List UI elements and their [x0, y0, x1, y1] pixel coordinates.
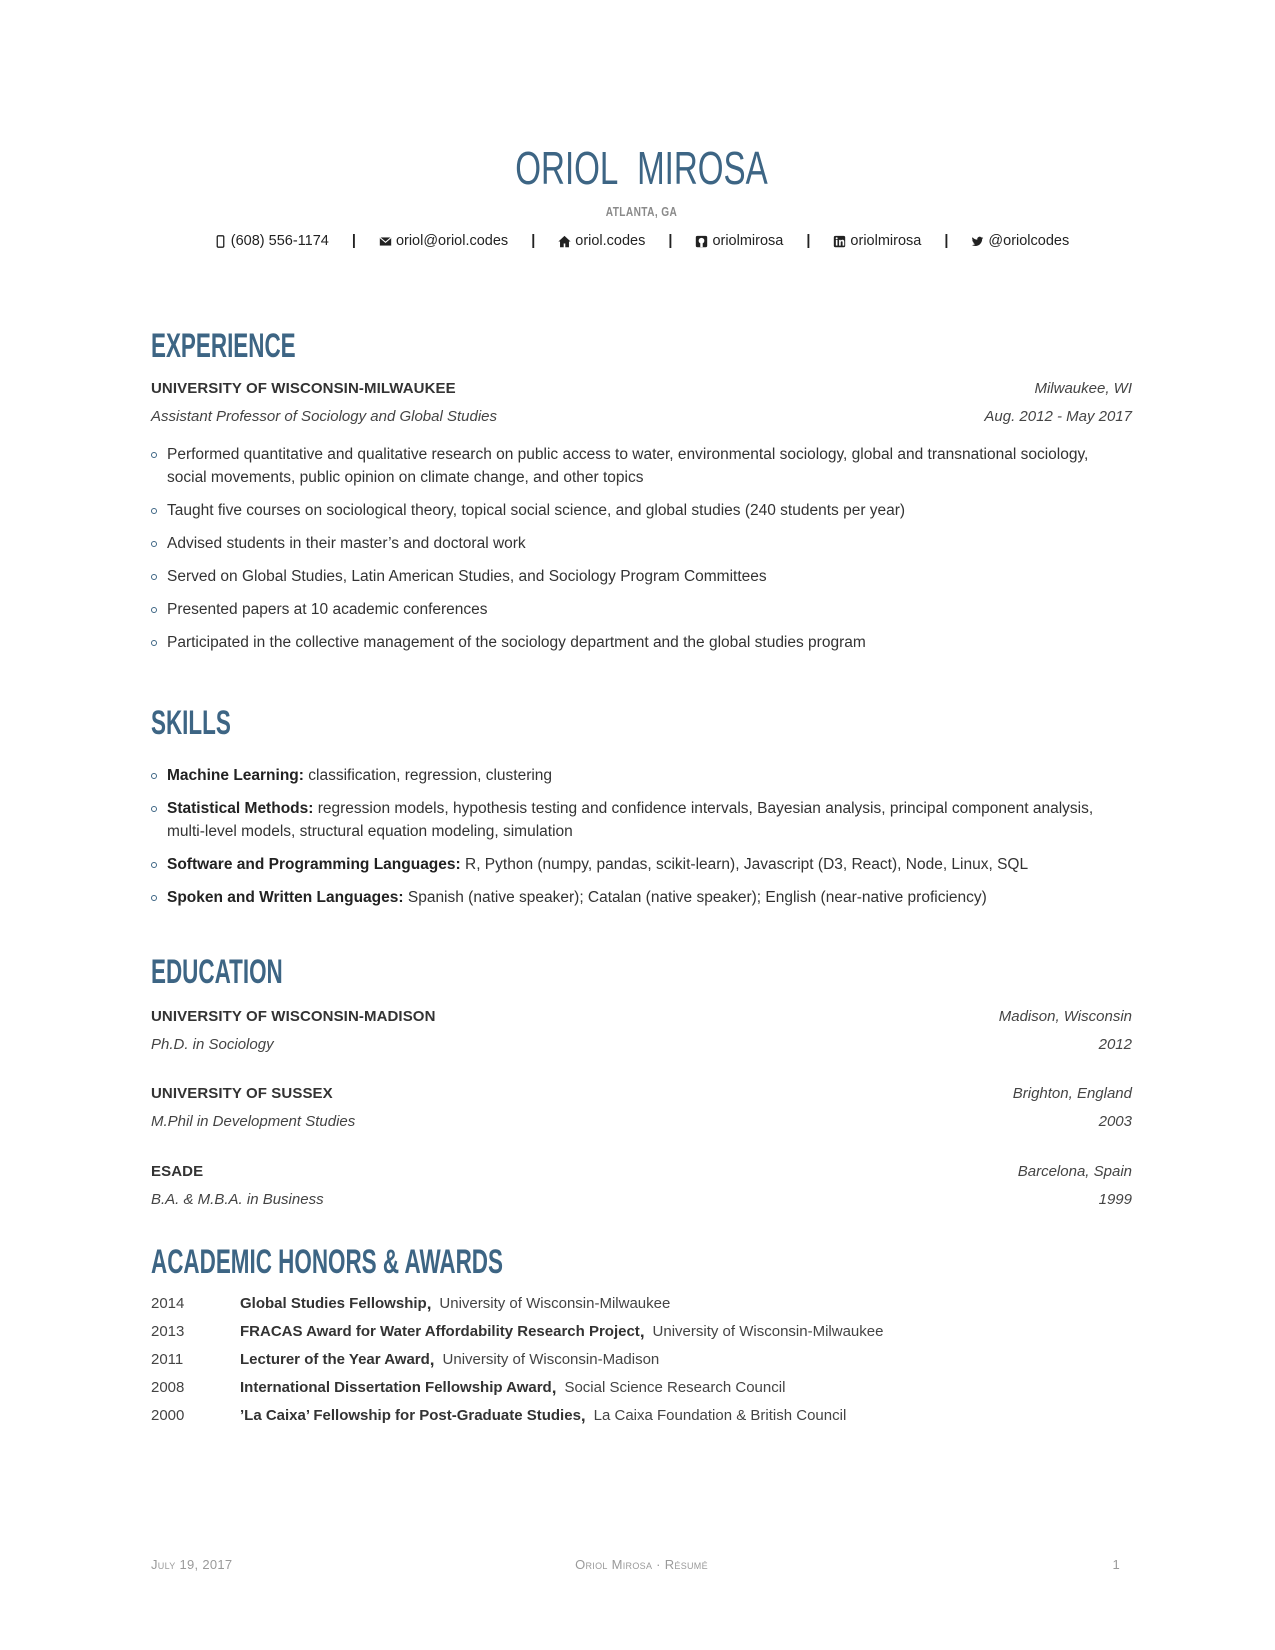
section-title-experience: EXPERIENCE — [151, 327, 296, 365]
education-location: Brighton, England — [1012, 1085, 1132, 1102]
award-org: University of Wisconsin-Madison — [442, 1351, 660, 1368]
resume-header — [151, 140, 1132, 249]
award-name: International Dissertation Fellowship Award — [240, 1379, 552, 1396]
award-comma: , — [580, 1406, 586, 1425]
resume-page — [151, 0, 1132, 1650]
education-degree-row — [151, 1190, 1132, 1210]
github-text: oriolmirosa — [712, 233, 784, 249]
phone-text: (608) 556-1174 — [230, 233, 329, 249]
award-row — [151, 1322, 1132, 1342]
skill-value: classification, regression, clustering — [308, 767, 553, 784]
separator: | — [351, 233, 356, 249]
education-degree: M.Phil in Development Studies — [151, 1113, 356, 1130]
linkedin-text: oriolmirosa — [850, 233, 922, 249]
mobile-phone-icon — [214, 235, 227, 248]
section-title-awards: ACADEMIC HONORS & AWARDS — [151, 1243, 503, 1281]
separator: | — [531, 233, 536, 249]
section-title-skills: SKILLS — [151, 704, 231, 742]
page-number: 1 — [1112, 1557, 1120, 1572]
experience-org-row — [151, 379, 1132, 399]
education-row — [151, 1007, 1132, 1027]
skill-value: Spanish (native speaker); Catalan (native speaker); English (near-native proficiency) — [407, 889, 987, 906]
award-comma: , — [639, 1322, 645, 1341]
list-item: Served on Global Studies, Latin American Studies, and Sociology Program Committees — [151, 565, 1132, 588]
award-org: Social Science Research Council — [564, 1379, 786, 1396]
skill-value: R, Python (numpy, pandas, scikit-learn), Javascript (D3, React), Node, Linux, SQL — [465, 856, 1029, 873]
skill-item — [151, 853, 1132, 876]
award-org: University of Wisconsin-Milwaukee — [439, 1295, 671, 1312]
award-name: Global Studies Fellowship — [240, 1295, 427, 1312]
contact-twitter[interactable] — [971, 233, 1069, 249]
award-year: 2013 — [151, 1323, 185, 1340]
list-item: Performed quantitative and qualitative research on public access to water, environmental sociology, global and transnational sociology, social movements, public opinion on climate change, and other topics — [151, 443, 1132, 489]
location: ATLANTA, GA — [605, 204, 678, 219]
twitter-text: @oriolcodes — [988, 233, 1070, 249]
full-name — [288, 140, 994, 196]
separator: | — [668, 233, 673, 249]
skill-item — [151, 797, 1132, 843]
contact-email[interactable] — [379, 233, 508, 249]
envelope-icon — [379, 235, 392, 248]
award-comma: , — [551, 1378, 557, 1397]
award-year: 2000 — [151, 1407, 185, 1424]
skill-label: Software and Programming Languages: — [167, 856, 461, 873]
skill-label: Spoken and Written Languages: — [167, 889, 404, 906]
skill-label: Machine Learning: — [167, 767, 304, 784]
contact-bar — [151, 233, 1132, 249]
contact-website[interactable] — [558, 233, 645, 249]
first-name: ORIOL — [515, 142, 619, 194]
award-row — [151, 1378, 1132, 1398]
skill-item — [151, 886, 1132, 909]
award-year: 2008 — [151, 1379, 185, 1396]
footer-title: Oriol Mirosa · Résumé — [575, 1557, 708, 1572]
education-year: 2003 — [1098, 1113, 1132, 1130]
education-row — [151, 1084, 1132, 1104]
award-row — [151, 1294, 1132, 1314]
skill-label: Statistical Methods: — [167, 800, 314, 817]
education-institution: UNIVERSITY OF SUSSEX — [151, 1085, 333, 1102]
skill-value: regression models, hypothesis testing and confidence intervals, Bayesian analysis, principal component analysis, multi-level models, structural equation modeling, simulation — [167, 800, 1094, 840]
experience-dates: Aug. 2012 - May 2017 — [984, 408, 1132, 425]
contact-github[interactable] — [695, 233, 783, 249]
list-item: Taught five courses on sociological theory, topical social science, and global studies (240 students per year) — [151, 499, 1132, 522]
award-name: FRACAS Award for Water Affordability Research Project — [240, 1323, 640, 1340]
education-year: 1999 — [1098, 1191, 1132, 1208]
award-name: Lecturer of the Year Award — [240, 1351, 430, 1368]
education-location: Madison, Wisconsin — [998, 1008, 1132, 1025]
experience-bullets — [151, 443, 1132, 664]
home-icon — [558, 235, 571, 248]
education-location: Barcelona, Spain — [1017, 1163, 1132, 1180]
contact-phone[interactable] — [214, 233, 329, 249]
footer-date: July 19, 2017 — [151, 1557, 233, 1572]
award-org: La Caixa Foundation & British Council — [593, 1407, 847, 1424]
list-item: Participated in the collective management of the sociology department and the global studies program — [151, 631, 1132, 654]
skill-item — [151, 764, 1132, 787]
experience-location: Milwaukee, WI — [1034, 380, 1132, 397]
education-institution: UNIVERSITY OF WISCONSIN-MADISON — [151, 1008, 436, 1025]
education-year: 2012 — [1098, 1036, 1132, 1053]
award-org: University of Wisconsin-Milwaukee — [652, 1323, 884, 1340]
education-institution: ESADE — [151, 1163, 204, 1180]
contact-linkedin[interactable] — [833, 233, 921, 249]
website-text: oriol.codes — [575, 233, 646, 249]
award-comma: , — [429, 1350, 435, 1369]
github-icon — [695, 235, 708, 248]
separator: | — [944, 233, 949, 249]
award-row — [151, 1350, 1132, 1370]
award-name: ’La Caixa’ Fellowship for Post-Graduate Studies — [240, 1407, 581, 1424]
list-item: Presented papers at 10 academic conferences — [151, 598, 1132, 621]
email-text: oriol@oriol.codes — [395, 233, 509, 249]
last-name: MIROSA — [637, 142, 768, 194]
education-degree-row — [151, 1112, 1132, 1132]
twitter-icon — [971, 235, 984, 248]
award-year: 2014 — [151, 1295, 185, 1312]
education-degree: Ph.D. in Sociology — [151, 1036, 274, 1053]
skills-list — [151, 764, 1132, 919]
award-year: 2011 — [151, 1351, 184, 1368]
experience-role: Assistant Professor of Sociology and Global Studies — [151, 408, 498, 425]
section-title-education: EDUCATION — [151, 953, 283, 991]
education-degree: B.A. & M.B.A. in Business — [151, 1191, 324, 1208]
separator: | — [806, 233, 811, 249]
list-item: Advised students in their master’s and doctoral work — [151, 532, 1132, 555]
linkedin-icon — [833, 235, 846, 248]
award-comma: , — [426, 1294, 432, 1313]
experience-role-row — [151, 407, 1132, 427]
award-row — [151, 1406, 1132, 1426]
experience-organization: UNIVERSITY OF WISCONSIN-MILWAUKEE — [151, 380, 456, 397]
education-degree-row — [151, 1035, 1132, 1055]
education-row — [151, 1162, 1132, 1182]
